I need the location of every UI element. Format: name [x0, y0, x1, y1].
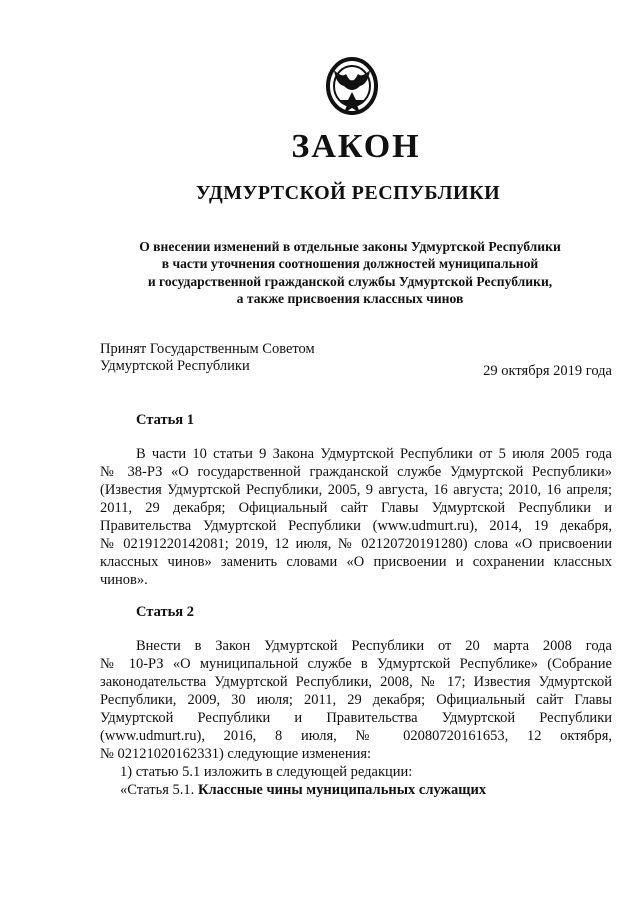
- text-line: чинов».: [100, 572, 148, 588]
- text-line: классных чинов» заменить словами «О присвоении и сохранении классных: [100, 554, 612, 570]
- text-line: Правительства Удмуртской Республики (www.udmurt.ru), 2014, 19 декабря,: [100, 518, 612, 534]
- law-name-line: и государственной гражданской службы Удмуртской Республики,: [147, 273, 553, 289]
- adoption-date: 29 октября 2019 года: [483, 363, 612, 379]
- article-1-text: [100, 445, 612, 589]
- text-line: Внести в Закон Удмуртской Республики от 20 марта 2008 года: [136, 638, 612, 654]
- adoption-line: Удмуртской Республики: [100, 358, 250, 374]
- text-line: законодательства Удмуртской Республики, 2008, № 17; Известия Удмуртской: [100, 674, 612, 690]
- text-line: 2011, 29 декабря; Официальный сайт Главы Удмуртской Республики и: [100, 500, 612, 516]
- article-1-heading: Статья 1: [136, 412, 194, 428]
- article-2-text: [100, 637, 612, 799]
- law-name-line: О внесении изменений в отдельные законы Удмуртской Республики: [139, 239, 561, 254]
- law-name-line: в части уточнения соотношения должностей муниципальной: [161, 256, 539, 272]
- udmurtia-emblem-icon: [324, 56, 380, 116]
- text-line: (Известия Удмуртской Республики, 2005, 9 августа, 16 августа; 2010, 16 апреля;: [100, 482, 612, 498]
- document-subtitle: УДМУРТСКОЙ РЕСПУБЛИКИ: [195, 182, 501, 204]
- quote-line: [100, 781, 612, 799]
- quote-prefix: «Статья 5.1.: [120, 782, 195, 798]
- quote-bold-title: Классные чины муниципальных служащих: [197, 782, 487, 798]
- adoption-line: Принят Государственным Советом: [100, 341, 315, 357]
- text-line: № 38-РЗ «О государственной гражданской службе Удмуртской Республики»: [100, 464, 612, 480]
- text-line: (www.udmurt.ru), 2016, 8 июля, № 02080720161653, 12 октября,: [100, 728, 612, 744]
- adoption-block: [100, 341, 315, 375]
- text-line: № 02121020162331) следующие изменения:: [100, 746, 372, 762]
- law-name-line: а также присвоения классных чинов: [236, 290, 464, 306]
- article-2-heading: Статья 2: [136, 604, 194, 620]
- text-line: Республики, 2009, 30 июля; 2011, 29 декабря; Официальный сайт Главы: [100, 692, 612, 708]
- text-line: № 02191220142081; 2019, 12 июля, № 02120720191280) слова «О присвоении: [100, 536, 612, 552]
- document-title: ЗАКОН: [291, 128, 421, 165]
- text-line: В части 10 статьи 9 Закона Удмуртской Республики от 5 июля 2005 года: [136, 446, 612, 462]
- text-line: № 10-РЗ «О муниципальной службе в Удмуртской Республике» (Собрание: [100, 656, 612, 672]
- law-name-block: [100, 238, 600, 307]
- text-line: Удмуртской Республики и Правительства Удмуртской Республики: [100, 710, 612, 726]
- text-line: 1) статью 5.1 изложить в следующей редакции:: [120, 764, 413, 780]
